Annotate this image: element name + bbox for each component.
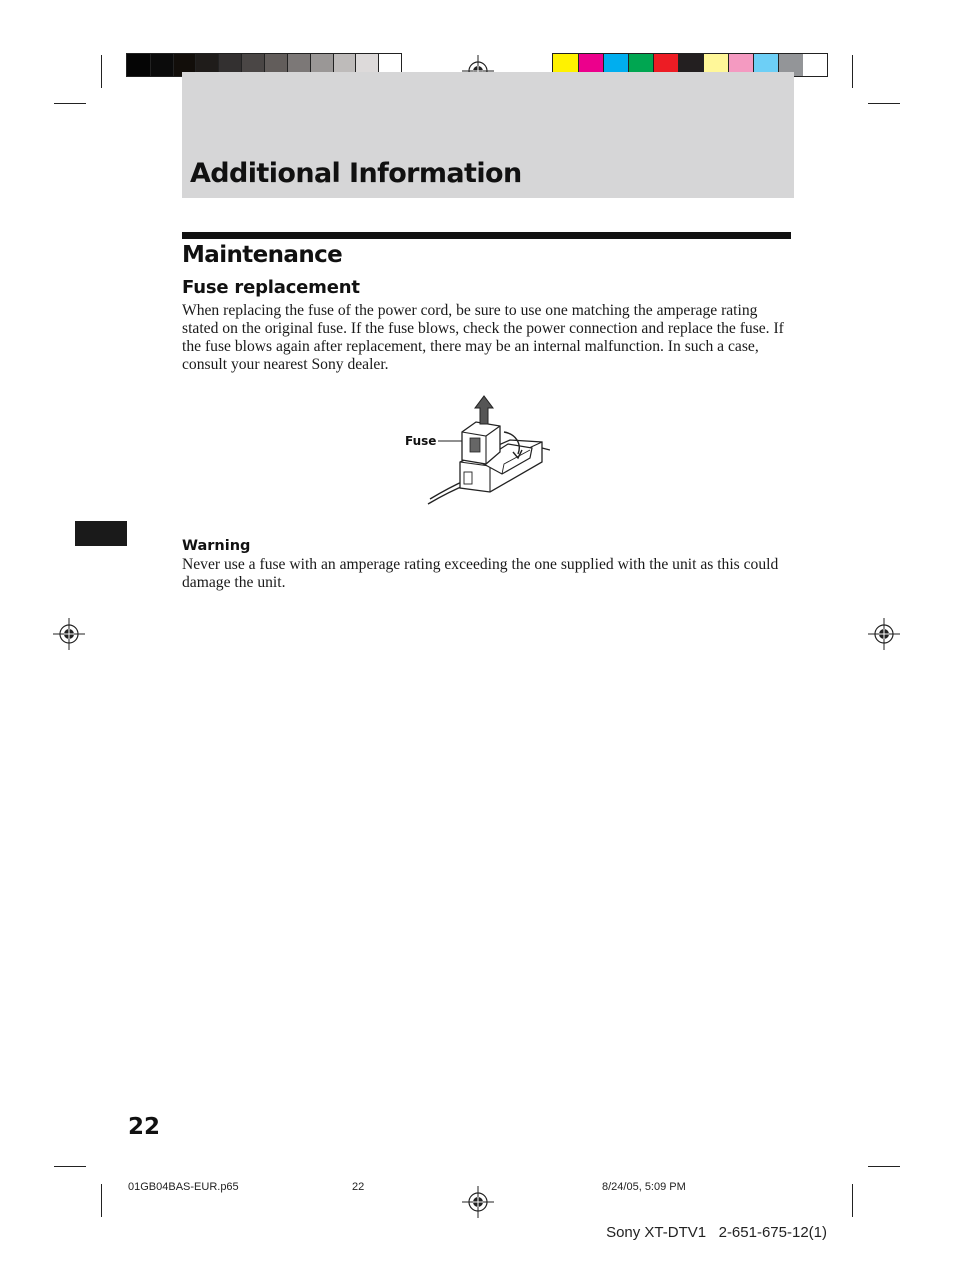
registration-target-bottom <box>462 1186 494 1218</box>
registration-target-left <box>53 618 85 650</box>
fuse-callout-label: Fuse <box>405 434 437 448</box>
slug-page: 22 <box>352 1181 365 1193</box>
heading-warning: Warning <box>182 538 251 554</box>
fuse-illustration <box>400 392 550 507</box>
calibration-swatch <box>127 54 150 76</box>
section-title: Additional Information <box>190 158 522 189</box>
calibration-swatch <box>150 54 173 76</box>
fuse-replacement-body: When replacing the fuse of the power cord, be sure to use one matching the amperage rating stated on the original fuse. If the fuse blows, check the power connection and replace the fuse. If the fuse blows again after replacement, there may be an internal malfunction. In such a case, consult your nearest Sony dealer. <box>182 302 784 373</box>
heading-rule <box>182 232 791 239</box>
section-tab-marker <box>75 521 127 546</box>
registration-target-right <box>868 618 900 650</box>
warning-body: Never use a fuse with an amperage rating exceeding the one supplied with the unit as this could damage the unit. <box>182 556 779 591</box>
page-number: 22 <box>128 1114 161 1140</box>
slug-timestamp: 8/24/05, 5:09 PM <box>602 1181 686 1193</box>
heading-maintenance: Maintenance <box>182 242 343 268</box>
section-header-band <box>182 72 794 198</box>
model-number-line: Sony XT-DTV1 2-651-675-12(1) <box>606 1224 827 1241</box>
slug-filename: 01GB04BAS-EUR.p65 <box>128 1181 239 1193</box>
heading-fuse-replacement: Fuse replacement <box>182 277 360 298</box>
